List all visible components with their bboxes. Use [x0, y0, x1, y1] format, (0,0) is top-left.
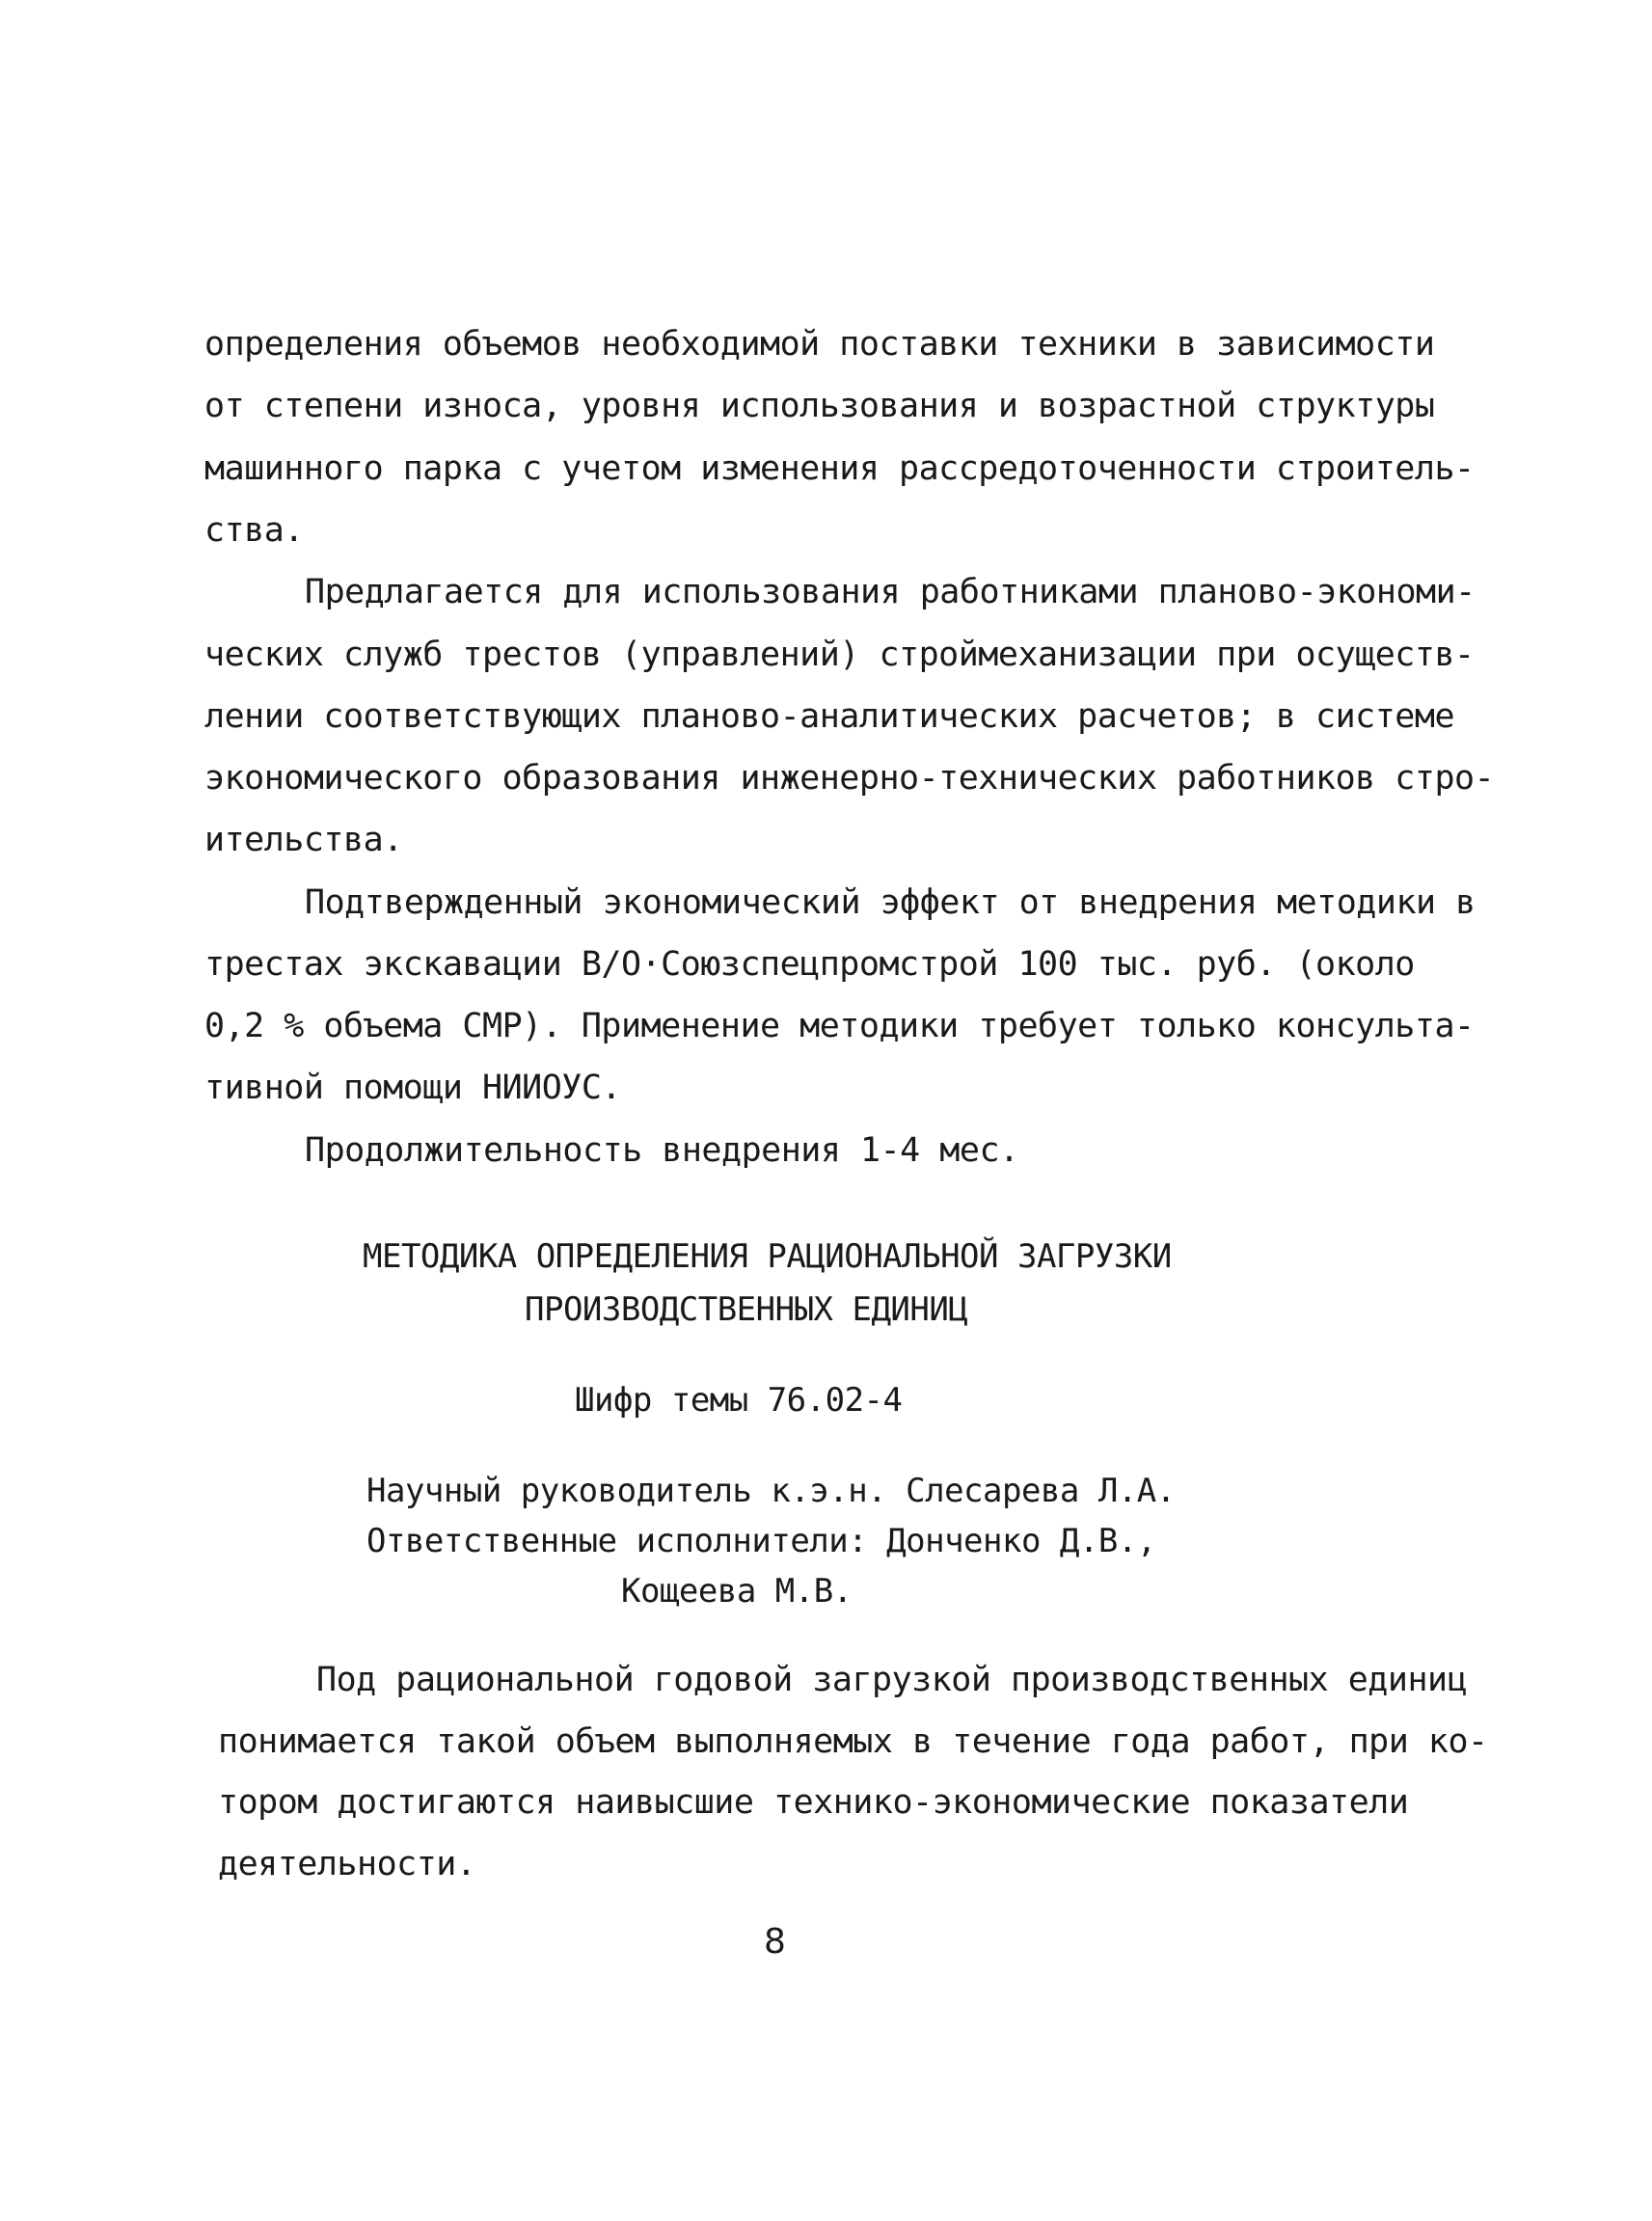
text-line: определения объемов необходимой поставки техники в зависимости: [204, 325, 1435, 364]
text-line: тивной помощи НИИОУС.: [204, 1069, 622, 1107]
responsible-executors-cont: Кощеева М.В.: [621, 1572, 853, 1611]
text-line: Подтвержденный экономический эффект от внедрения методики в: [305, 883, 1476, 922]
text-line: от степени износа, уровня использования и возрастной структуры: [204, 387, 1435, 425]
text-line: тором достигаются наивысшие технико-экономические показатели: [218, 1783, 1409, 1822]
scientific-supervisor: Научный руководитель к.э.н. Слесарева Л.А.: [366, 1472, 1176, 1510]
text-line: трестах экскавации В/О·Союзспецпромстрой 100 тыс. руб. (около: [204, 945, 1415, 984]
text-line: Под рациональной годовой загрузкой производственных единиц: [316, 1661, 1468, 1699]
text-line: Предлагается для использования работниками планово-экономи-: [305, 573, 1476, 611]
text-line: 0,2 % объема СМР). Применение методики требует только консульта-: [204, 1007, 1475, 1045]
text-line: ческих служб трестов (управлений) строймеханизации при осуществ-: [204, 636, 1475, 674]
page-number: 8: [764, 1922, 786, 1962]
section-title-line-2: ПРОИЗВОДСТВЕННЫХ ЕДИНИЦ: [525, 1290, 968, 1329]
duration-text: Продолжительность внедрения 1-4 мес.: [305, 1131, 1019, 1170]
text-line: деятельности.: [218, 1845, 476, 1883]
text-line: ства.: [204, 511, 304, 550]
topic-code: Шифр темы 76.02-4: [575, 1381, 903, 1420]
text-line: понимается такой объем выполняемых в течение года работ, при ко-: [218, 1722, 1488, 1761]
text-line: ительства.: [204, 821, 403, 859]
text-line: машинного парка с учетом изменения рассредоточенности строитель-: [204, 449, 1475, 488]
responsible-executors: Ответственные исполнители: Донченко Д.В.,: [366, 1522, 1156, 1560]
section-title-line-1: МЕТОДИКА ОПРЕДЕЛЕНИЯ РАЦИОНАЛЬНОЙ ЗАГРУЗКИ: [363, 1237, 1172, 1276]
text-line: экономического образования инженерно-технических работников стро-: [204, 759, 1495, 798]
text-line: лении соответствующих планово-аналитических расчетов; в системе: [204, 697, 1455, 736]
